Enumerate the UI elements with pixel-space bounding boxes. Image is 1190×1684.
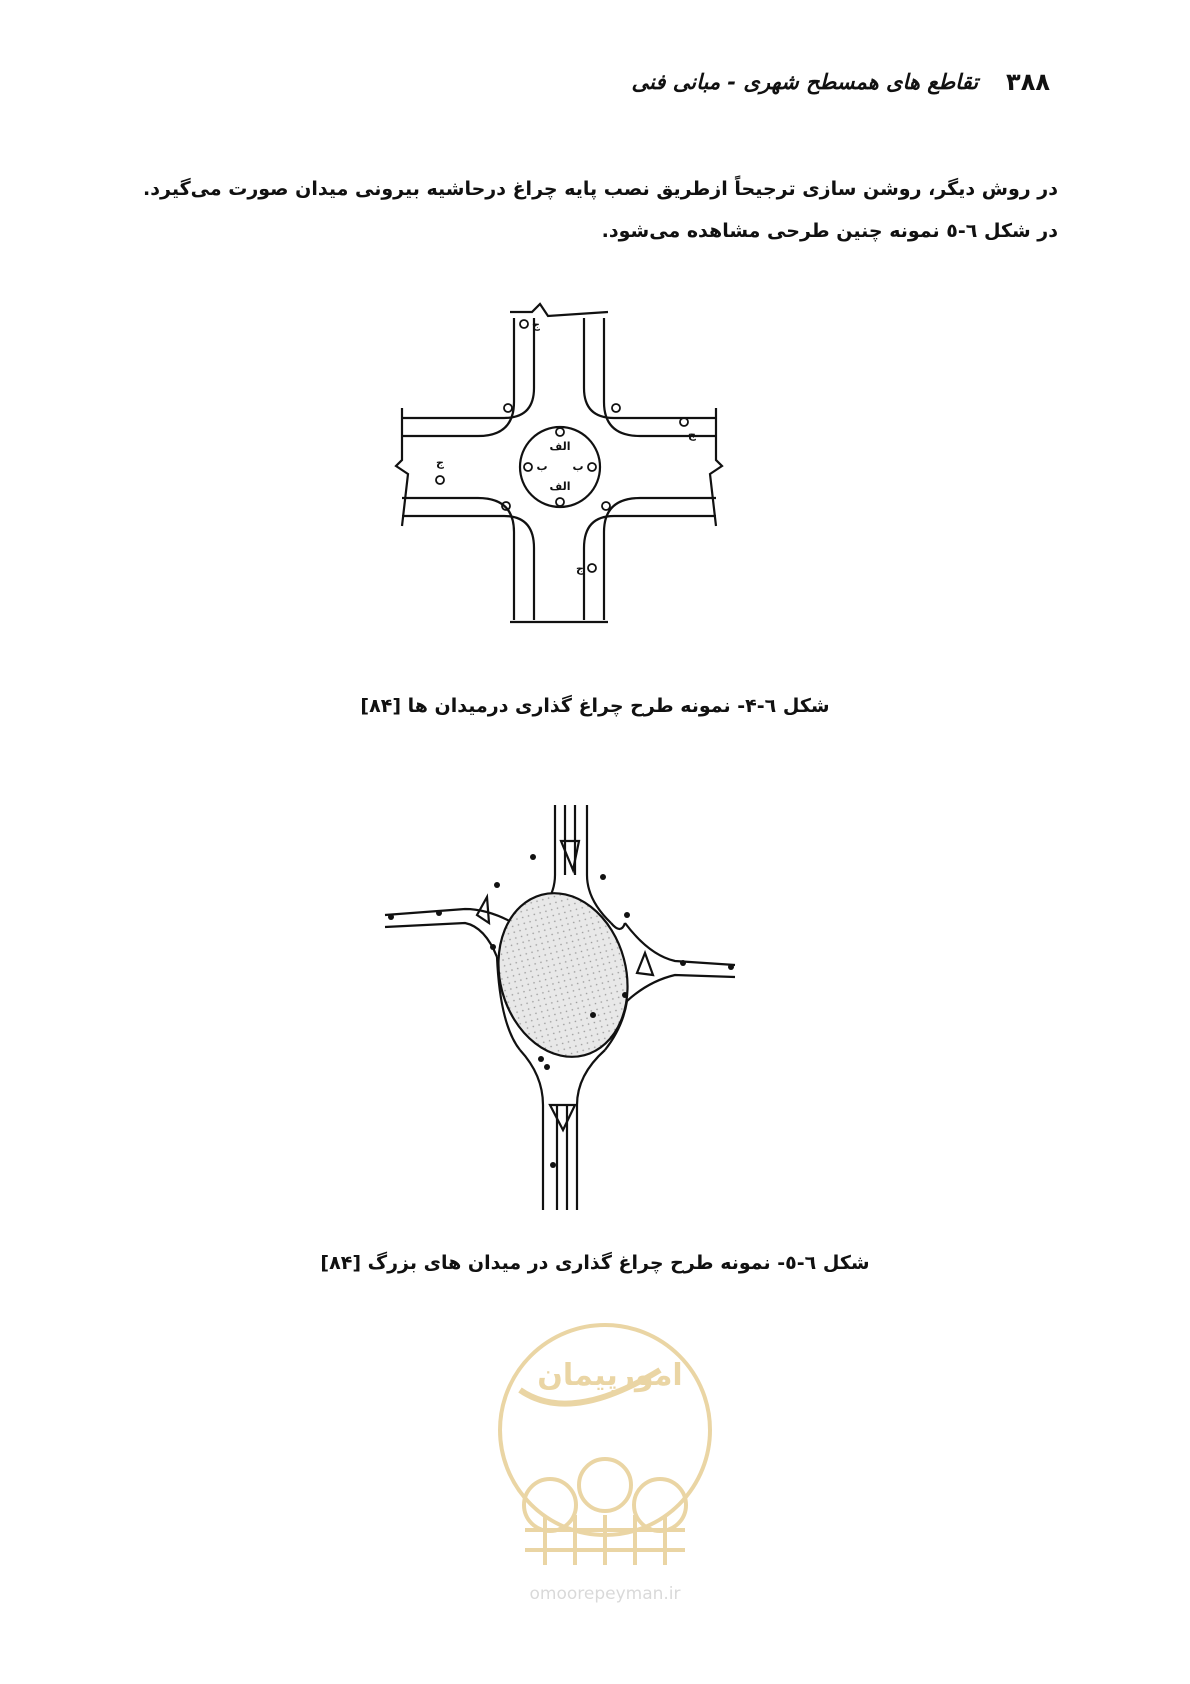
figure-2-caption: شکل ٦-٥- نمونه طرح چراغ گذاری در میدان های بزرگ [۸۴] [320, 1252, 870, 1274]
figure-1-caption: شکل ٦-۴- نمونه طرح چراغ گذاری درمیدان ها [۸۴] [360, 695, 830, 717]
figure-intersection [420, 310, 770, 650]
roundabout-diagram [405, 805, 800, 1210]
label-jim-3: ج [436, 456, 444, 469]
intersection-diagram [420, 310, 770, 650]
running-title: تقاطع های همسطح شهری - مبانی فنی [631, 70, 979, 94]
watermark-logo-text: امورپیمان [537, 1358, 683, 1393]
label-be-left: ب [536, 460, 548, 473]
figure-roundabout [405, 805, 800, 1210]
body-line-2: در شکل ٦-٥ نمونه چنین طرحی مشاهده می‌شود. [601, 220, 1058, 242]
body-line-1: در روش دیگر، روشن سازی ترجیحاً ازطریق نصب پایه چراغ درحاشیه بیرونی میدان صورت می‌گیرد. [143, 178, 1058, 200]
watermark [490, 1315, 720, 1615]
label-jim-1: ج [532, 318, 540, 331]
label-jim-2: ج [688, 428, 696, 441]
label-jim-4: ج [576, 562, 584, 575]
page-number: ۳۸۸ [1006, 68, 1050, 96]
body-text [118, 168, 1058, 252]
label-alef-bottom: الف [549, 480, 571, 493]
page-header [150, 62, 1050, 102]
label-alef-top: الف [549, 440, 571, 453]
label-be-right: ب [572, 460, 584, 473]
watermark-site: omoorepeyman.ir [529, 1584, 681, 1604]
watermark-logo-icon [490, 1315, 720, 1615]
